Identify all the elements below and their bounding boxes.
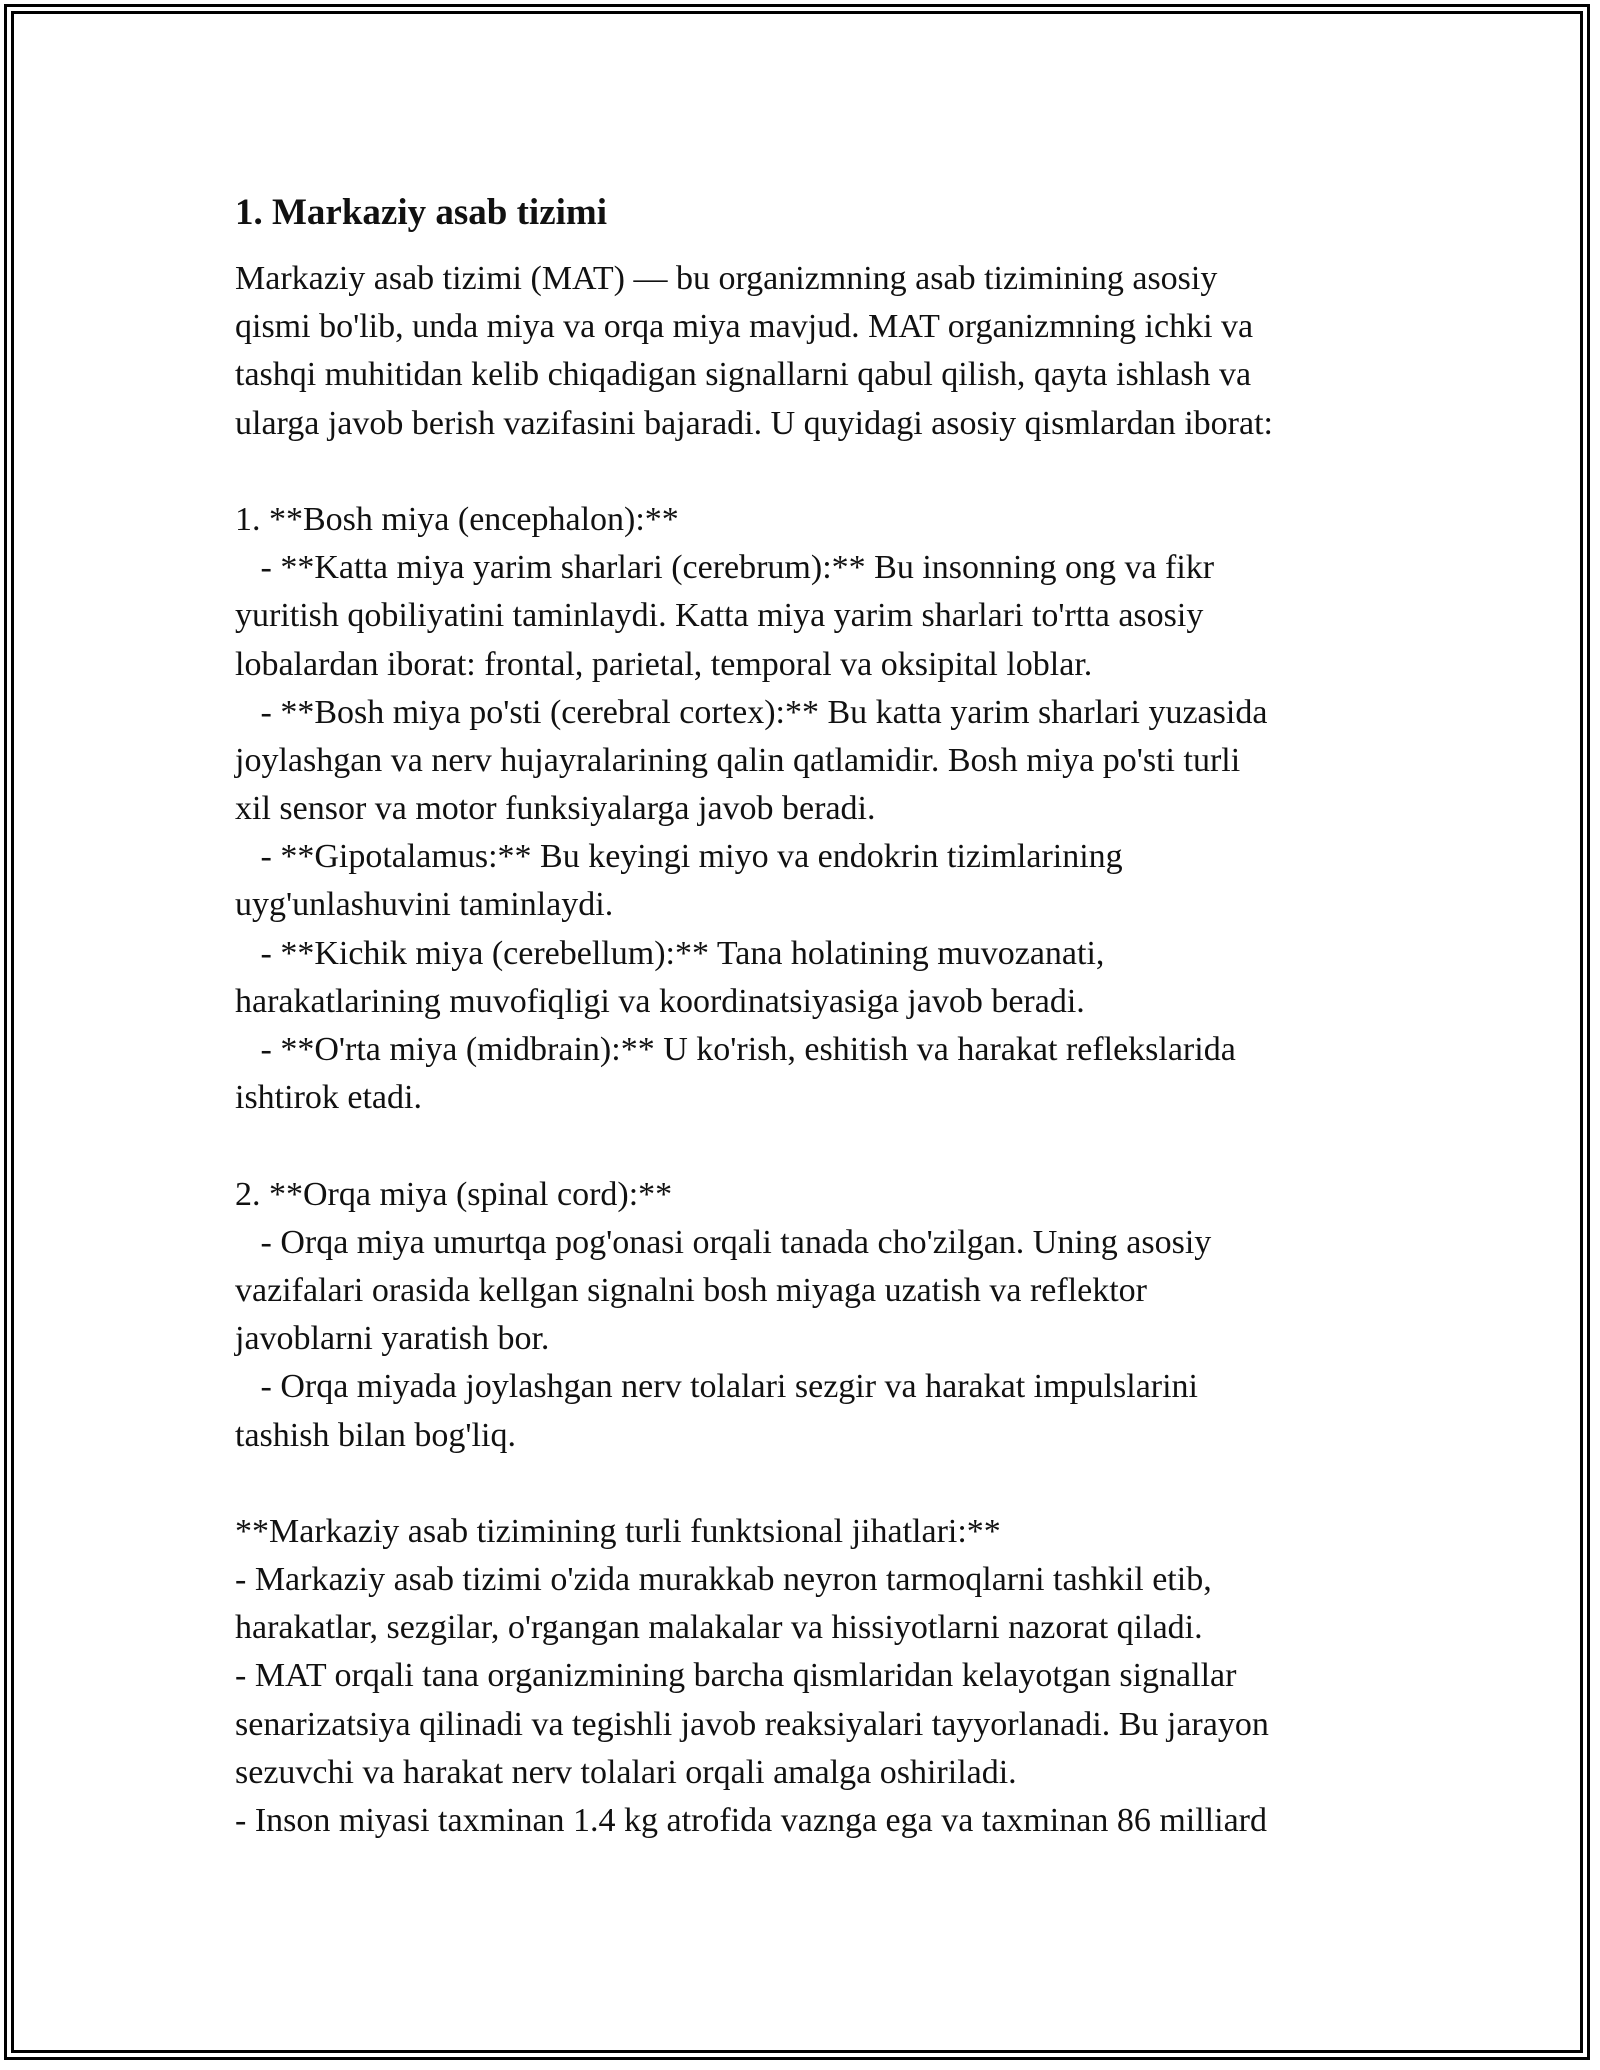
text-line: - MAT orqali tana organizmining barcha qismlaridan kelayotgan signallar [235, 1657, 1237, 1695]
text-line: - Inson miyasi taxminan 1.4 kg atrofida vaznga ega va taxminan 86 milliard [235, 1802, 1267, 1839]
text-line: tashish bilan bog'liq. [235, 1416, 516, 1454]
text-line: vazifalari orasida kellgan signalni bosh miyaga uzatish va reflektor [235, 1271, 1148, 1309]
text-line: javoblarni yaratish bor. [235, 1320, 550, 1358]
text-line: xil sensor va motor funksiyalarga javob beradi. [235, 790, 876, 828]
text-line: harakatlar, sezgilar, o'rgangan malakalar va hissiyotlarni nazorat qiladi. [235, 1609, 1203, 1647]
text-line: sezuvchi va harakat nerv tolalari orqali amalga oshiriladi. [235, 1753, 1017, 1791]
text-line: lobalardan iborat: frontal, parietal, temporal va oksipital loblar. [235, 645, 1093, 683]
text-line: qismi bo'lib, unda miya va orqa miya mavjud. MAT organizmning ichki va [235, 308, 1254, 346]
text-line: Markaziy asab tizimi (MAT) — bu organizmning asab tizimining asosiy [235, 260, 1218, 297]
text-line: ishtirok etadi. [235, 1079, 422, 1117]
text-line: - **Bosh miya po'sti (cerebral cortex):** Bu katta yarim sharlari yuzasida [235, 693, 1268, 731]
text-line: - **Gipotalamus:** Bu keyingi miyo va endokrin tizimlarining [235, 838, 1123, 876]
text-line: senarizatsiya qilinadi va tegishli javob reaksiyalari tayyorlanadi. Bu jarayon [235, 1705, 1269, 1743]
text-line: uyg'unlashuvini taminlaydi. [235, 886, 614, 924]
blank-line [235, 448, 1385, 496]
text-line: - Orqa miya umurtqa pog'onasi orqali tanada cho'zilgan. Uning asosiy [235, 1223, 1212, 1261]
section-heading: 1. Markaziy asab tizimi [235, 192, 608, 233]
text-line: joylashgan va nerv hujayralarining qalin qatlamidir. Bosh miya po'sti turli [235, 741, 1241, 779]
text-line: - Markaziy asab tizimi o'zida murakkab neyron tarmoqlarni tashkil etib, [235, 1561, 1212, 1599]
text-line: 2. **Orqa miya (spinal cord):** [235, 1175, 673, 1213]
text-line: - **O'rta miya (midbrain):** U ko'rish, eshitish va harakat reflekslarida [235, 1031, 1236, 1068]
blank-line [235, 1122, 1385, 1170]
text-line: yuritish qobiliyatini taminlaydi. Katta miya yarim sharlari to'rtta asosiy [235, 597, 1204, 635]
text-line: 1. **Bosh miya (encephalon):** [235, 500, 679, 538]
text-line: **Markaziy asab tizimining turli funktsional jihatlari:** [235, 1512, 1001, 1550]
text-line: ularga javob berish vazifasini bajaradi. U quyidagi asosiy qismlardan iborat: [235, 404, 1273, 442]
text-line: - Orqa miyada joylashgan nerv tolalari sezgir va harakat impulslarini [235, 1368, 1199, 1406]
text-line: - **Katta miya yarim sharlari (cerebrum):** Bu insonning ong va fikr [235, 549, 1215, 587]
blank-line [235, 1460, 1385, 1508]
text-line: harakatlarining muvofiqligi va koordinatsiyasiga javob beradi. [235, 982, 1085, 1020]
document-body [235, 187, 1385, 1845]
text-line: tashqi muhitidan kelib chiqadigan signallarni qabul qilish, qayta ishlash va [235, 356, 1252, 394]
body-text [235, 255, 1385, 1845]
text-line: - **Kichik miya (cerebellum):** Tana holatining muvozanati, [235, 934, 1105, 972]
